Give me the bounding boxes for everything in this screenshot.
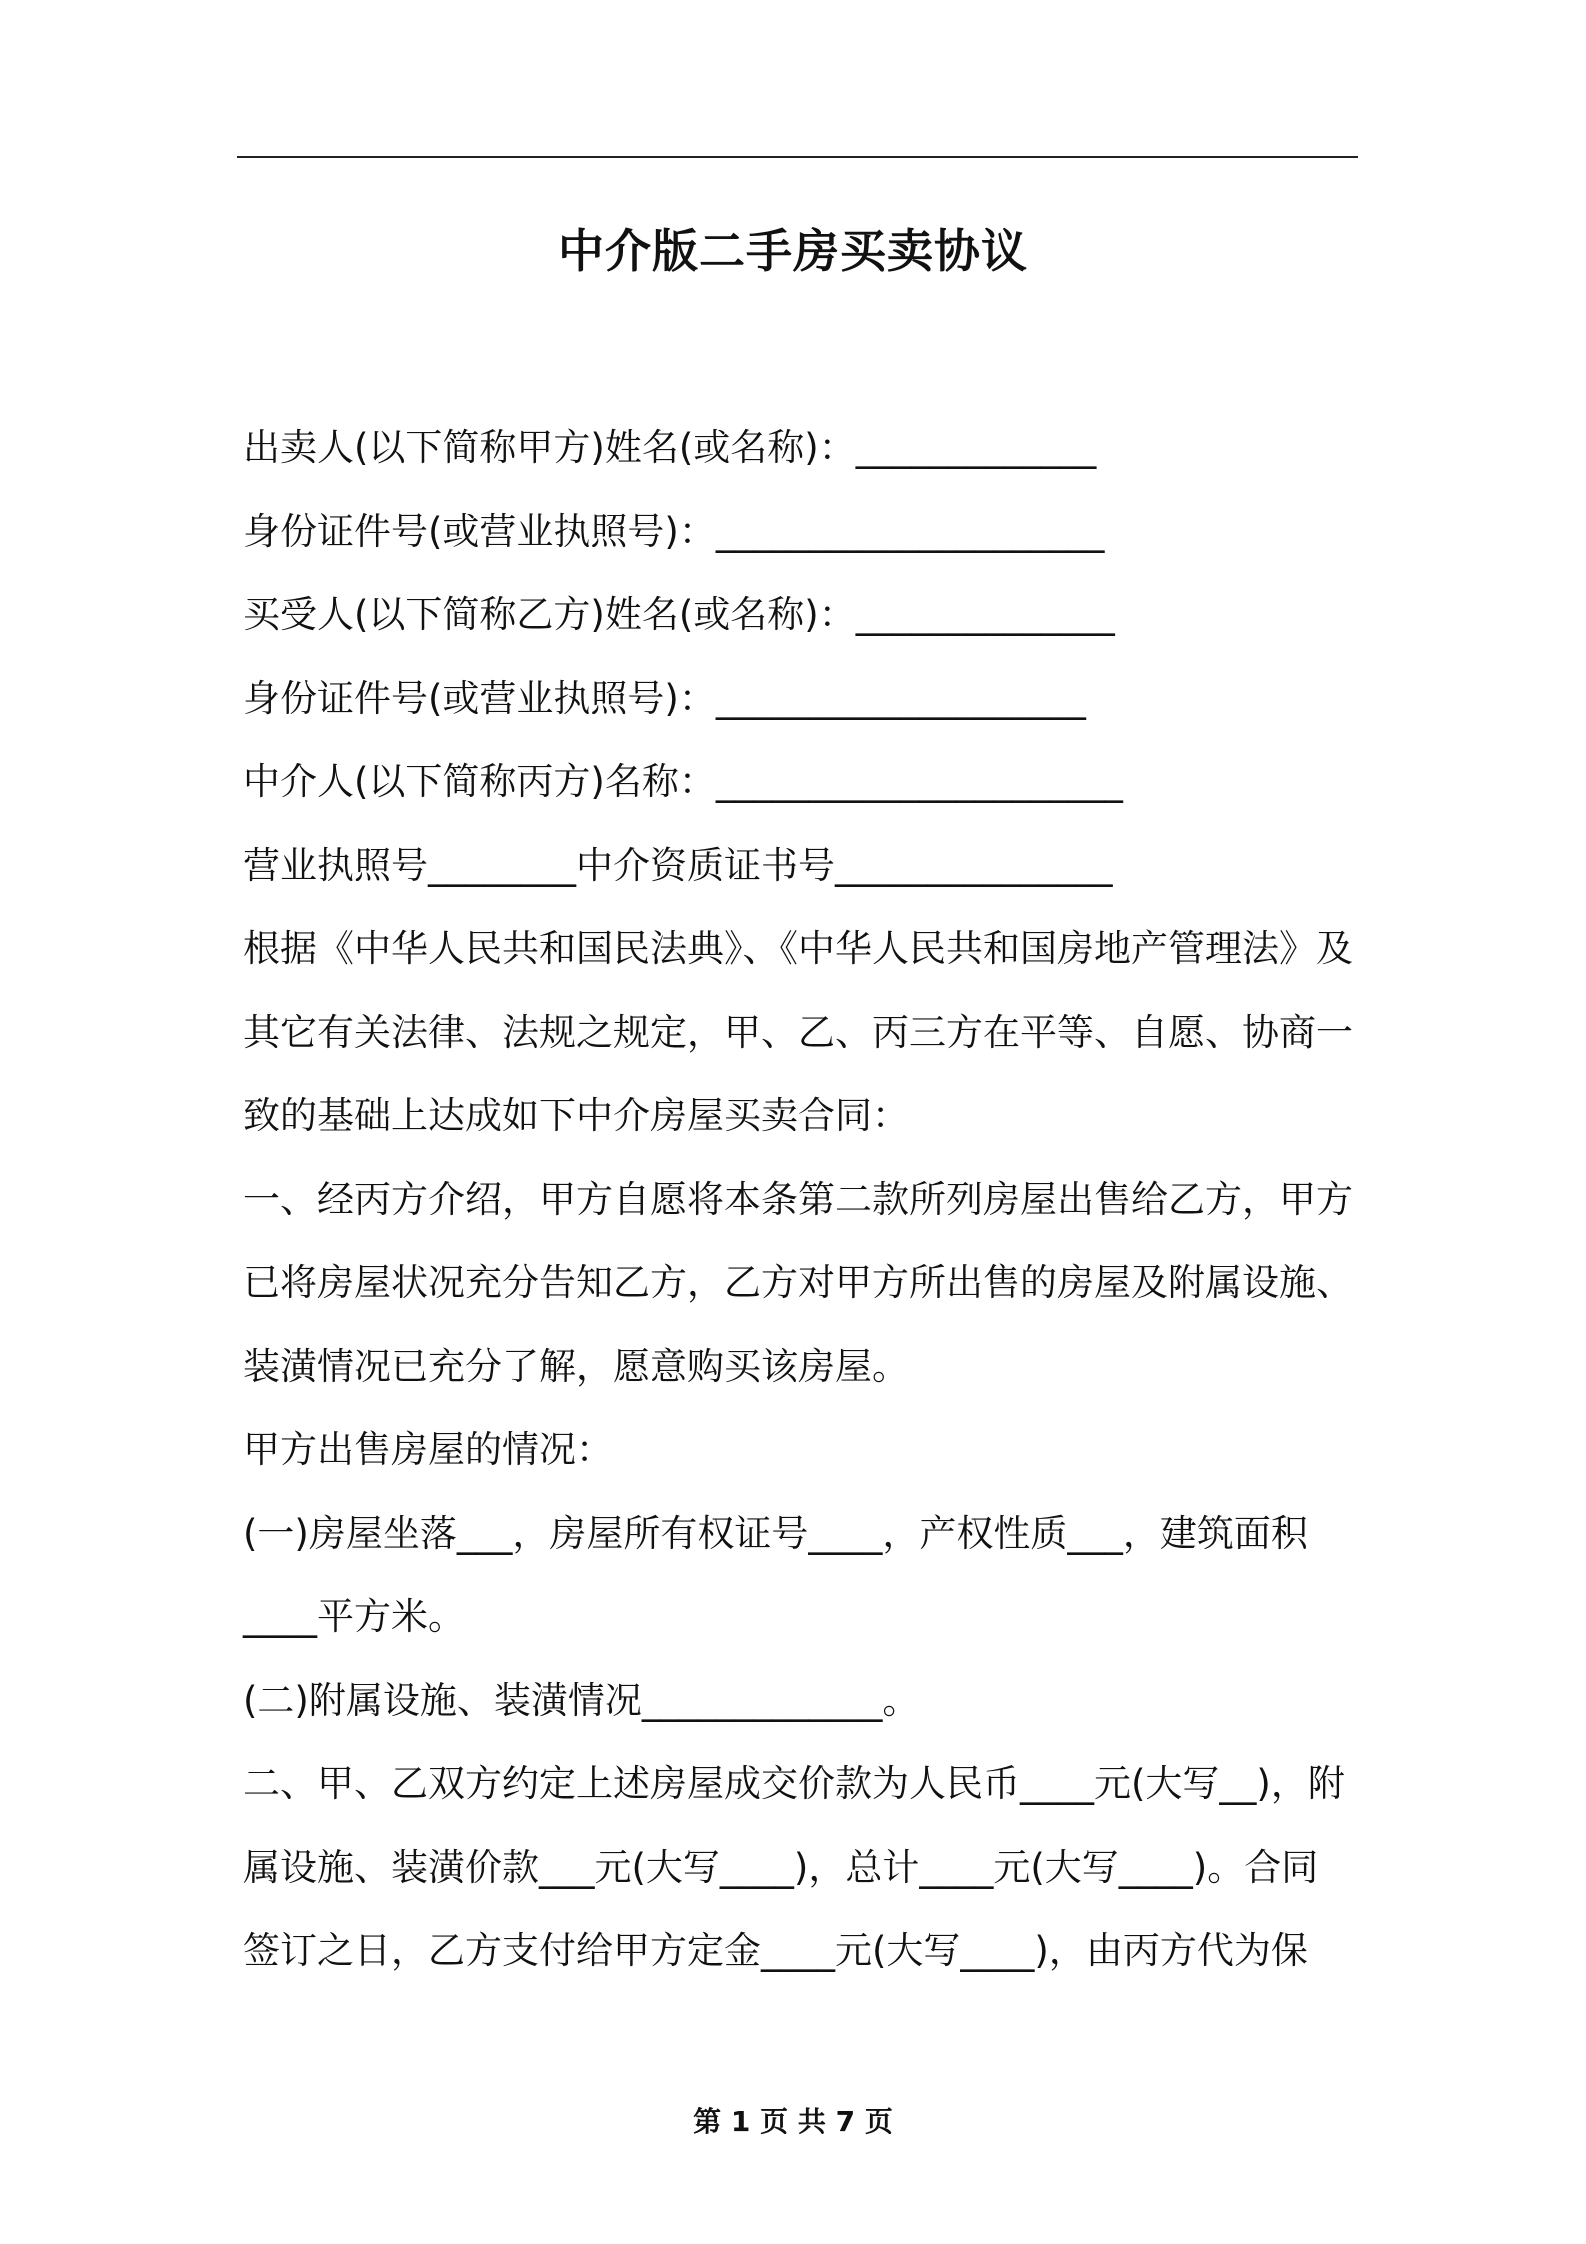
- buyer-name-line: 买受人(以下简称乙方)姓名(或名称)：______________: [243, 593, 1115, 636]
- house-info-2-line: (二)附属设施、装潢情况_____________。: [243, 1678, 920, 1722]
- clause-2-line-3: 签订之日，乙方支付给甲方定金____元(大写____)，由丙方代为保: [243, 1929, 1308, 1972]
- document-body: [243, 416, 1358, 2003]
- agent-name-line: 中介人(以下简称丙方)名称：______________________: [243, 760, 1123, 803]
- seller-id-line: 身份证件号(或营业执照号)：_____________________: [243, 509, 1105, 553]
- preamble-line-1: 根据《中华人民共和国民法典》、《中华人民共和国房地产管理法》及: [243, 927, 1353, 970]
- clause-2-line-1: 二、甲、乙双方约定上述房屋成交价款为人民币____元(大写__)，附: [243, 1762, 1345, 1805]
- document-title: 中介版二手房买卖协议: [558, 224, 1028, 278]
- license-line: 营业执照号________中介资质证书号_______________: [243, 843, 1113, 887]
- preamble-line-3: 致的基础上达成如下中介房屋买卖合同：: [243, 1094, 909, 1137]
- house-info-heading: 甲方出售房屋的情况：: [243, 1428, 613, 1471]
- clause-1-line-1: 一、经丙方介绍，甲方自愿将本条第二款所列房屋出售给乙方，甲方: [243, 1177, 1353, 1221]
- header-rule: [237, 156, 1358, 158]
- clause-1-line-2: 已将房屋状况充分告知乙方，乙方对甲方所出售的房屋及附属设施、: [243, 1261, 1353, 1304]
- house-info-1-line-1: (一)房屋坐落___，房屋所有权证号____，产权性质___，建筑面积: [243, 1511, 1308, 1555]
- clause-1-line-3: 装潢情况已充分了解，愿意购买该房屋。: [243, 1344, 909, 1388]
- page-number: 第 1 页 共 7 页: [693, 2105, 893, 2138]
- house-info-1-line-2: ____平方米。: [243, 1595, 465, 1638]
- seller-name-line: 出卖人(以下简称甲方)姓名(或名称)：_____________: [243, 426, 1097, 469]
- preamble-line-2: 其它有关法律、法规之规定，甲、乙、丙三方在平等、自愿、协商一: [243, 1010, 1353, 1054]
- buyer-id-line: 身份证件号(或营业执照号)：____________________: [243, 676, 1086, 720]
- clause-2-line-2: 属设施、装潢价款___元(大写____)，总计____元(大写____)。合同: [243, 1845, 1319, 1889]
